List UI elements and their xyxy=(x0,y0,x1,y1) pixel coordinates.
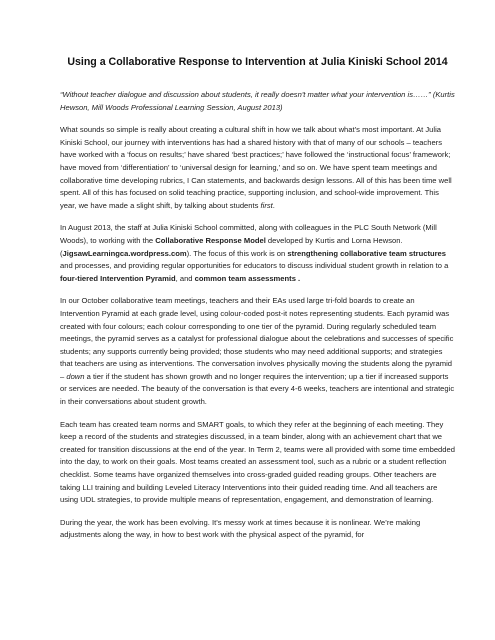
paragraph-2-text-1: In August 2013, the staff at Julia Kiniski School committed, along with colleagues in the PLC South Network (Mill Woods), to working with the xyxy=(60,223,437,245)
collaborative-response-model-term: Collaborative Response Model xyxy=(155,235,266,245)
document-title: Using a Collaborative Response to Intervention at Julia Kiniski School 2014 xyxy=(67,56,448,68)
paragraph-1-tail: . xyxy=(272,200,275,210)
paragraph-1-text: What sounds so simple is really about creating a cultural shift in how we talk about what’s most important. At Julia Kiniski School, our journey with interventions has had a shared history with that of many of our schools – teachers have worked with a ‘focus on results;’ have shared ‘best practices;’ have followed the ‘instructional focus’ framework; have moved from ‘differentiation’ to ‘universal design for learning,’ and so on. We have spent team meetings and collaborative time developing rubrics, I Can statements, and backwards design lessons. All of this has been time well spent. All of this has focused on solid teaching practice, supporting inclusion, and school-wide improvement. This year, we have made a slight shift, by talking about students xyxy=(60,125,452,210)
paragraph-3-emphasis: down xyxy=(66,371,85,381)
paragraph-3-text-2: a tier if the student has shown growth and no longer requires the intervention; up a tier if increased supports or services are needed. The beauty of the conversation is that every 4-6 weeks, teachers are intentional and strategic in their conversations about student growth. xyxy=(60,371,455,407)
intervention-pyramid-term: four-tiered Intervention Pyramid xyxy=(60,273,176,283)
paragraph-2-text-2: developed by Kurtis and Lorna Hewson. ( xyxy=(60,235,403,258)
paragraph-5: During the year, the work has been evolving. It’s messy work at times because it is nonlinear. We’re making adjustments along the way, in how to best work with the physical aspect of the pyramid, for xyxy=(60,517,421,540)
paragraph-4: Each team has created team norms and SMART goals, to which they refer at the beginning of each meeting. They keep a record of the students and strategies discussed, in a team binder, along with an achievement chart that we created for transition discussions at the end of the year. In Term 2, teams were all provided with some time embedded into the day, to work on their goals. Most teams created an assessment tool, such as a rubric or a student reflection checklist. Some teams have organized themselves into cross-graded guided reading groups. Other teachers are taking LLI training and building Leveled Literacy Interventions into their guided reading time. And all teachers are using UDL strategies, to provide multiple means of representation, engagement, and demonstration of learning. xyxy=(60,419,455,505)
jigsaw-learning-link[interactable]: JigsawLearningca.wordpress.com xyxy=(62,248,187,258)
paragraph-2-text-3: ). The focus of this work is on xyxy=(186,248,288,258)
paragraph-3-text-1: In our October collaborative team meetings, teachers and their EAs used large tri-fold boards to create an Intervention Pyramid at each grade level, using colour-coded post-it notes representing students. Each pyramid was created with four colours; each colour corresponding to one tier of the pyramid. During regularly scheduled team meetings, the pyramid serves as a catalyst for professional dialogue about the celebrations and successes of specific students; any supports currently being provided; those students who may need additional supports; and strategies that teachers are using as interventions. The conversation involves physically moving the students along the pyramid – xyxy=(60,296,454,381)
opening-quote: “Without teacher dialogue and discussion about students, it really doesn't matter what your intervention is……” (Kurtis Hewson, Mill Woods Professional Learning Session, August 2013) xyxy=(60,90,455,112)
paragraph-1 xyxy=(60,124,455,212)
common-assessments-term: common team assessments . xyxy=(194,273,301,283)
team-structures-term: strengthening collaborative team structures xyxy=(287,248,447,258)
paragraph-2-text-5: , and xyxy=(175,273,195,283)
paragraph-2 xyxy=(60,222,455,285)
paragraph-2-text-4: and processes, and providing regular opportunities for educators to discuss individual student growth in relation to a xyxy=(60,261,449,271)
paragraph-3 xyxy=(60,295,455,408)
paragraph-1-emphasis: first xyxy=(260,200,273,210)
